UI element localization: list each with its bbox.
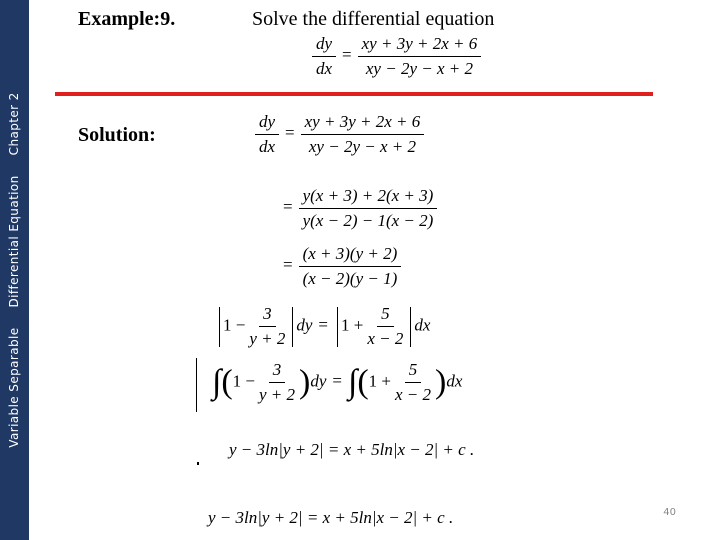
problem-lhs-num: dy	[312, 34, 336, 57]
page-number: 40	[663, 507, 676, 518]
step1-rhs-num: xy + 3y + 2x + 6	[301, 112, 425, 135]
sidebar-topic: Variable Separable	[7, 327, 21, 448]
step4-equals: =	[318, 315, 329, 335]
step4-b-fraction	[363, 304, 407, 349]
solution-step-3	[277, 244, 401, 289]
step5-equals: =	[332, 371, 342, 391]
solution-step-1	[255, 112, 424, 157]
problem-rhs-num: xy + 3y + 2x + 6	[358, 34, 482, 57]
step4-a-d: dy	[296, 315, 313, 335]
problem-equation	[312, 34, 481, 79]
step5-a-left: 1 −	[232, 371, 255, 391]
step1-rhs-den: xy − 2y − x + 2	[308, 137, 416, 156]
step5-margin-bar	[196, 358, 197, 412]
example-title: Example:9.	[78, 8, 176, 30]
problem-equals: =	[342, 45, 352, 65]
step5-b-num: 5	[405, 360, 422, 383]
step4-a-left: 1 −	[223, 315, 246, 335]
chapter-sidebar	[0, 0, 29, 540]
step5-b-fraction	[391, 360, 435, 405]
step5-open-paren-b: (	[357, 363, 369, 401]
step2-fraction	[299, 186, 438, 231]
step3-equals: =	[283, 255, 293, 275]
step4-a-fraction	[245, 304, 289, 349]
step2-equals: =	[283, 197, 293, 217]
step5-a-d: dy	[310, 371, 327, 391]
step6-stray-mark	[197, 462, 199, 465]
step4-right-bracket	[410, 307, 411, 347]
problem-lhs-den: dx	[316, 59, 333, 78]
step5-close-paren-b: )	[435, 363, 447, 401]
step1-rhs-fraction	[301, 112, 425, 157]
sidebar-subject: Differential Equation	[7, 175, 21, 308]
step5-b-den: x − 2	[395, 385, 432, 404]
step4-mid-bracket	[292, 307, 293, 347]
step5-open-paren-a: (	[221, 363, 233, 401]
step5-a-num: 3	[269, 360, 286, 383]
step4-a-num: 3	[259, 304, 276, 327]
red-divider	[55, 92, 653, 96]
step5-b-d: dx	[446, 371, 463, 391]
solution-step-4	[216, 304, 430, 349]
solution-label: Solution:	[78, 124, 156, 146]
problem-rhs-fraction	[358, 34, 482, 79]
step1-lhs-num: dy	[255, 112, 279, 135]
step5-close-paren-a: )	[299, 363, 311, 401]
instruction-text: Solve the differential equation	[252, 8, 495, 30]
solution-step-6: y − 3ln|y + 2| = x + 5ln|x − 2| + c .	[229, 440, 475, 459]
step4-b-den: x − 2	[367, 329, 404, 348]
step2-den: y(x − 2) − 1(x − 2)	[302, 211, 434, 230]
step5-a-den: y + 2	[259, 385, 296, 404]
step1-lhs-den: dx	[259, 137, 276, 156]
step4-a-den: y + 2	[249, 329, 286, 348]
step5-integral-b: ∫	[348, 363, 358, 401]
step1-lhs-fraction	[255, 112, 279, 157]
problem-rhs-den: xy − 2y − x + 2	[365, 59, 473, 78]
step3-fraction	[299, 244, 402, 289]
problem-lhs-fraction	[312, 34, 336, 79]
sidebar-chapter: Chapter 2	[7, 92, 21, 156]
step4-left-bracket	[219, 307, 220, 347]
solution-step-5	[212, 360, 462, 405]
step5-a-fraction	[255, 360, 299, 405]
solution-step-2	[277, 186, 437, 231]
step5-b-left: 1 +	[368, 371, 391, 391]
step4-b-left: 1 +	[341, 315, 364, 335]
step2-num: y(x + 3) + 2(x + 3)	[299, 186, 438, 209]
step4-b-num: 5	[377, 304, 394, 327]
step3-num: (x + 3)(y + 2)	[299, 244, 402, 267]
sidebar-label	[7, 92, 21, 447]
step1-equals: =	[285, 123, 295, 143]
step4-right-open-bracket	[337, 307, 338, 347]
step4-b-d: dx	[414, 315, 431, 335]
solution-step-7: y − 3ln|y + 2| = x + 5ln|x − 2| + c .	[208, 508, 454, 527]
step5-integral-a: ∫	[212, 363, 222, 401]
step3-den: (x − 2)(y − 1)	[302, 269, 398, 288]
